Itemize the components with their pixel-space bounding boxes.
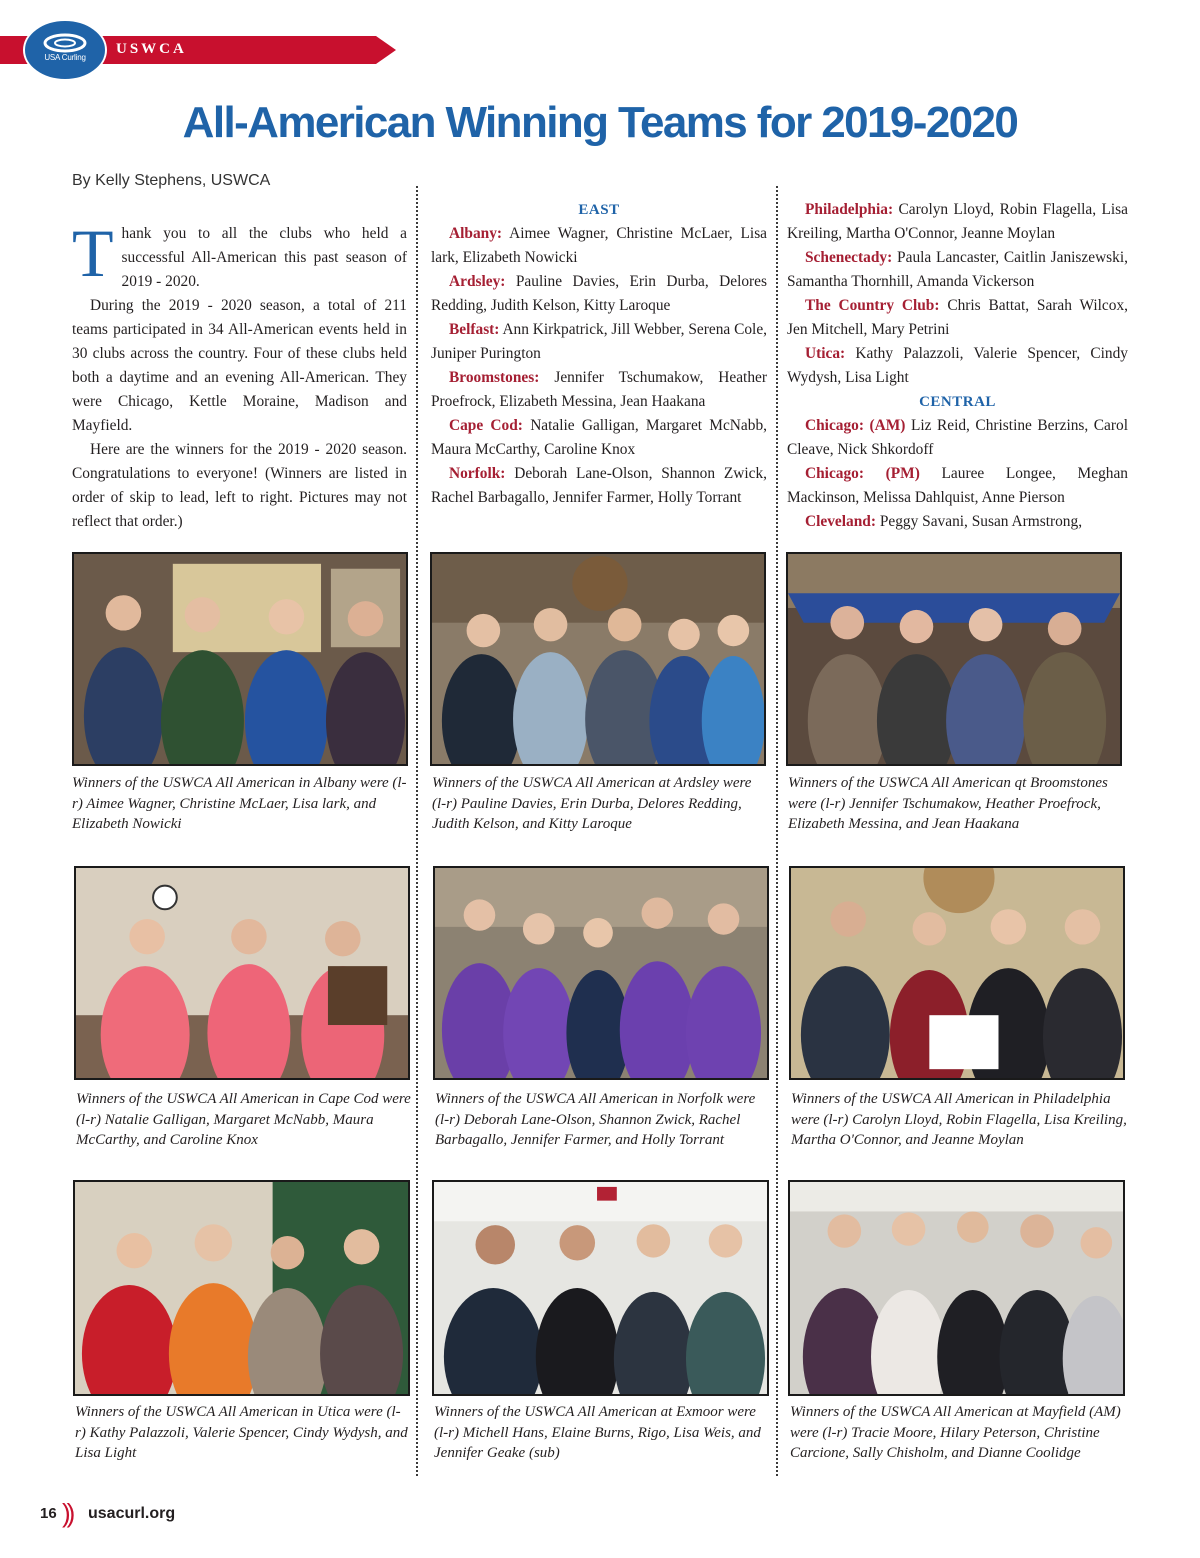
- photo-caption: Winners of the USWCA All American in Cape Cod were (l-r) Natalie Galligan, Margaret McNabb, Maura McCarthy, and Caroline Knox: [76, 1091, 411, 1148]
- club-players: Kathy Palazzoli, Valerie Spencer, Cindy Wydysh, Lisa Light: [787, 345, 1128, 386]
- column-rule-1: [416, 186, 418, 1476]
- photo-caption: Winners of the USWCA All American in Norfolk were (l-r) Deborah Lane-Olson, Shannon Zwick, Rachel Barbagallo, Jennifer Farmer, and Holly Torrant: [435, 1091, 756, 1148]
- club-name: Philadelphia:: [805, 201, 894, 218]
- club-name: Norfolk:: [449, 465, 506, 482]
- page-title: All-American Winning Teams for 2019-2020: [182, 98, 1018, 147]
- club-entry: [787, 294, 1128, 342]
- byline: By Kelly Stephens, USWCA: [72, 172, 271, 189]
- club-name: Chicago: (AM): [805, 417, 906, 434]
- club-name: The Country Club:: [805, 297, 940, 314]
- intro-column: [72, 215, 407, 534]
- club-entry: [431, 414, 767, 462]
- photo-caption: Winners of the USWCA All American in Philadelphia were (l-r) Carolyn Lloyd, Robin Flagella, Lisa Kreiling, Martha O'Connor, and Jeanne Moylan: [791, 1091, 1127, 1148]
- club-name: Chicago: (PM): [805, 465, 920, 482]
- club-name: Belfast:: [449, 321, 500, 338]
- club-entry: [787, 246, 1128, 294]
- club-players: Carolyn Lloyd, Robin Flagella, Lisa Kreiling, Martha O'Connor, Jeanne Moylan: [787, 201, 1128, 242]
- club-entry: [787, 414, 1128, 462]
- club-entry: [431, 270, 767, 318]
- club-players: Paula Lancaster, Caitlin Janiszewski, Samantha Thornhill, Amanda Vickerson: [787, 249, 1128, 290]
- club-entry: [787, 462, 1128, 510]
- club-name: Ardsley:: [449, 273, 506, 290]
- club-players: Liz Reid, Christine Berzins, Carol Cleave, Nick Shkordoff: [787, 417, 1128, 458]
- team-photo-norfolk: [433, 866, 769, 1080]
- club-name: Utica:: [805, 345, 846, 362]
- club-players: Lauree Longee, Meghan Mackinson, Melissa Dahlquist, Anne Pierson: [787, 465, 1128, 506]
- photo-caption: Winners of the USWCA All American qt Broomstones were (l-r) Jennifer Tschumakow, Heather Proefrock, Elizabeth Messina, and Jean Haakana: [788, 775, 1108, 832]
- east-central-column: [787, 198, 1128, 534]
- photo-caption: Winners of the USWCA All American at Ardsley were (l-r) Pauline Davies, Erin Durba, Delores Redding, Judith Kelson, and Kitty Laroque: [432, 775, 752, 832]
- club-name: Broomstones:: [449, 369, 540, 386]
- section-label: USWCA: [116, 41, 187, 57]
- team-photo-broomstones: [786, 552, 1122, 766]
- club-name: Cleveland:: [805, 513, 876, 530]
- east-column: [431, 198, 767, 510]
- club-entry: [431, 366, 767, 414]
- team-photo-cape-cod: [74, 866, 410, 1080]
- team-photo-utica: [73, 1180, 410, 1396]
- club-name: Albany:: [449, 225, 503, 242]
- team-photo-philadelphia: [789, 866, 1125, 1080]
- usa-curling-logo: [22, 18, 108, 82]
- photo-caption: Winners of the USWCA All American in Albany were (l-r) Aimee Wagner, Christine McLaer, Lisa lark, and Elizabeth Nowicki: [72, 775, 407, 832]
- folio-separator: )): [62, 1498, 72, 1528]
- club-entry: [431, 462, 767, 510]
- intro-paragraph-3: Here are the winners for the 2019 - 2020 season. Congratulations to everyone! (Winners are listed in order of skip to lead, left to right. Pictures may not reflect that order.): [72, 441, 407, 530]
- team-photo-mayfield: [788, 1180, 1125, 1396]
- team-photo-ardsley: [430, 552, 766, 766]
- footer-site-link[interactable]: usacurl.org: [88, 1505, 176, 1522]
- intro-text-1: hank you to all the clubs who held a successful All-American this past season of 2019 - 2020.: [121, 225, 407, 290]
- intro-paragraph-2: During the 2019 - 2020 season, a total of 211 teams participated in 34 All-American events held in 30 clubs across the country. Four of these clubs held both a daytime and an evening All-American. They were Chicago, Kettle Moraine, Madison and Mayfield.: [72, 297, 407, 434]
- column-rule-2: [776, 186, 778, 1476]
- team-photo-exmoor: [432, 1180, 769, 1396]
- region-heading-central: CENTRAL: [919, 394, 996, 410]
- club-name: Schenectady:: [805, 249, 893, 266]
- page-number: 16: [40, 1505, 57, 1522]
- club-entry: [787, 342, 1128, 390]
- team-photo-albany: [72, 552, 408, 766]
- club-players: Pauline Davies, Erin Durba, Delores Redding, Judith Kelson, Kitty Laroque: [431, 273, 767, 314]
- club-entry: [431, 222, 767, 270]
- photo-caption: Winners of the USWCA All American in Utica were (l-r) Kathy Palazzoli, Valerie Spencer, Cindy Wydysh, and Lisa Light: [75, 1404, 408, 1461]
- club-players: Jennifer Tschumakow, Heather Proefrock, Elizabeth Messina, Jean Haakana: [431, 369, 767, 410]
- club-players: Aimee Wagner, Christine McLaer, Lisa lark, Elizabeth Nowicki: [431, 225, 768, 266]
- photo-caption: Winners of the USWCA All American at Mayfield (AM) were (l-r) Tracie Moore, Hilary Peterson, Christine Carcione, Sally Chisholm, and Dianne Coolidge: [790, 1404, 1121, 1461]
- club-players: Ann Kirkpatrick, Jill Webber, Serena Cole, Juniper Purington: [431, 321, 768, 362]
- club-entry: [787, 198, 1128, 246]
- club-name: Cape Cod:: [449, 417, 523, 434]
- club-entry: [787, 510, 1128, 534]
- club-entry: [431, 318, 767, 366]
- photo-caption: Winners of the USWCA All American at Exmoor were (l-r) Michell Hans, Elaine Burns, Rigo, Lisa Weis, and Jennifer Geake (sub): [434, 1404, 761, 1461]
- club-players: Deborah Lane-Olson, Shannon Zwick, Rachel Barbagallo, Jennifer Farmer, Holly Torrant: [431, 465, 767, 506]
- intro-paragraph-1: [72, 215, 407, 294]
- club-players: Chris Battat, Sarah Wilcox, Jen Mitchell, Mary Petrini: [787, 297, 1128, 338]
- club-players: Peggy Savani, Susan Armstrong,: [879, 513, 1083, 530]
- drop-cap: T: [72, 215, 114, 291]
- logo-wordmark: USA Curling: [44, 53, 86, 62]
- region-heading-east: EAST: [578, 202, 620, 218]
- club-players: Natalie Galligan, Margaret McNabb, Maura McCarthy, Caroline Knox: [431, 417, 767, 458]
